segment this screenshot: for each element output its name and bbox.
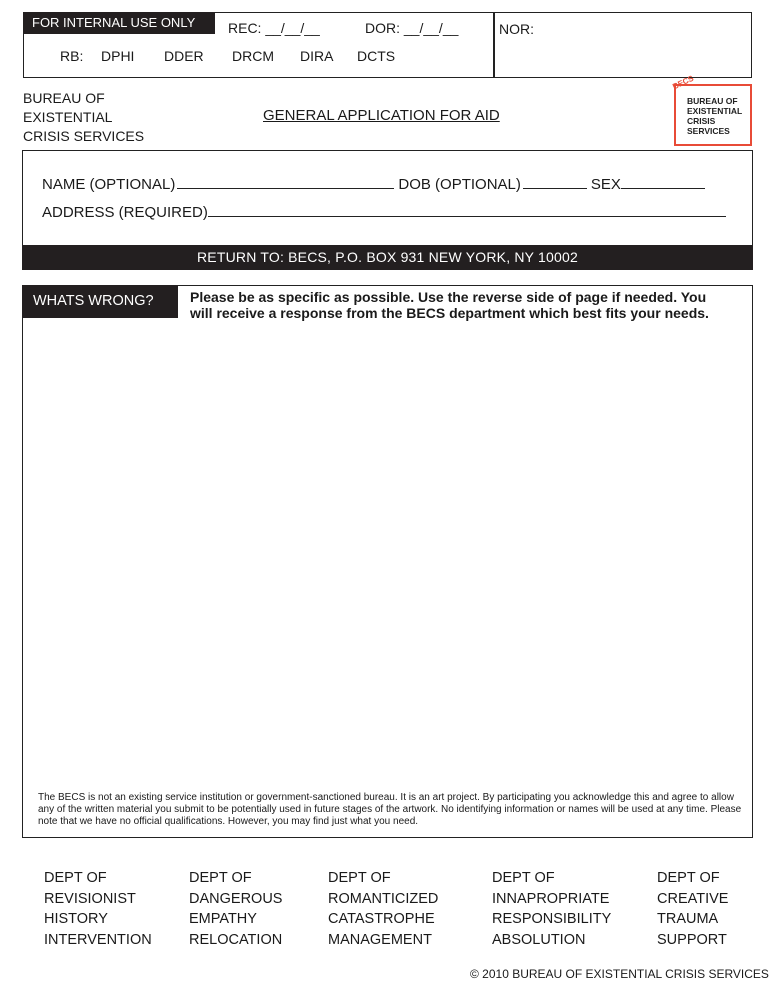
copyright-notice: © 2010 BUREAU OF EXISTENTIAL CRISIS SERVICES [470, 967, 769, 981]
logo-arc-text: BECS [671, 73, 696, 92]
dept-line: REVISIONIST [44, 890, 136, 907]
dept-line: DEPT OF [657, 870, 720, 886]
routing-rb-label: RB: [60, 48, 84, 64]
routing-dcts[interactable]: DCTS [357, 48, 396, 64]
dept-line: DEPT OF [492, 870, 555, 886]
problem-description-box[interactable] [22, 285, 753, 838]
routing-dphi[interactable]: DPHI [101, 48, 135, 64]
dor-date-field[interactable]: DOR: __/__/__ [365, 20, 459, 36]
dept-line: EMPATHY [189, 911, 257, 927]
dept-dangerous-empathy [189, 868, 282, 950]
internal-use-label: FOR INTERNAL USE ONLY [23, 12, 215, 34]
routing-dira[interactable]: DIRA [300, 48, 334, 64]
sex-label: SEX [590, 176, 621, 193]
routing-dder[interactable]: DDER [164, 48, 204, 64]
nor-field[interactable]: NOR: [499, 21, 534, 37]
dept-line: DEPT OF [328, 870, 391, 886]
bureau-name-line: EXISTENTIAL [23, 109, 113, 125]
address-label: ADDRESS (REQUIRED) [42, 204, 208, 221]
logo-line: BUREAU OF [687, 96, 738, 106]
name-field[interactable] [177, 174, 394, 189]
name-label: NAME (OPTIONAL) [42, 176, 176, 193]
nor-divider [493, 12, 495, 78]
bureau-name [23, 89, 144, 146]
dept-line: INNAPROPRIATE [492, 890, 610, 907]
dept-line: RESPONSIBILITY [492, 911, 612, 927]
routing-drcm[interactable]: DRCM [232, 48, 274, 64]
dept-revisionist-history [44, 868, 152, 950]
disclaimer-text: The BECS is not an existing service institution or government-sanctioned bureau. It is an art project. By participating you acknowledge this and agree to allow any of the written material you submit to be potentially used in future stages of the artwork. No identifying information or names will be used at any time. Please note that we have no official qualifications. However, you may find just what you need. [38, 792, 742, 827]
dept-line: ABSOLUTION [492, 931, 586, 948]
dept-line: RELOCATION [189, 931, 283, 948]
dept-line: MANAGEMENT [328, 931, 432, 948]
dept-line: INTERVENTION [44, 931, 152, 948]
whats-wrong-label: WHATS WRONG? [22, 285, 178, 318]
dept-line: HISTORY [44, 911, 108, 927]
return-address-bar: RETURN TO: BECS, P.O. BOX 931 NEW YORK, NY 10002 [22, 245, 753, 270]
dept-line: DANGEROUS [189, 890, 283, 907]
dept-romanticized-catastrophe [328, 868, 438, 950]
sex-field[interactable] [621, 174, 705, 189]
rec-date-field[interactable]: REC: __/__/__ [228, 20, 320, 36]
logo-text [687, 96, 742, 136]
dob-field[interactable] [523, 174, 587, 189]
dept-line: TRAUMA [657, 911, 719, 927]
applicant-row-2 [42, 202, 730, 221]
dept-line: SUPPORT [657, 931, 727, 948]
form-title: GENERAL APPLICATION FOR AID [263, 107, 500, 124]
bureau-name-line: BUREAU OF [23, 90, 105, 106]
becs-logo [671, 73, 752, 146]
instructions-text: Please be as specific as possible. Use the reverse side of page if needed. You will receive a response from the BECS department which best fits your needs. [190, 289, 709, 321]
applicant-row-1 [42, 174, 709, 193]
dept-line: DEPT OF [44, 870, 107, 886]
dept-line: CATASTROPHE [328, 911, 435, 927]
logo-line: EXISTENTIAL [687, 106, 743, 116]
dept-line: ROMANTICIZED [328, 890, 439, 907]
dob-label: DOB (OPTIONAL) [398, 176, 521, 193]
dept-creative-trauma [657, 868, 728, 950]
logo-line: CRISIS [687, 116, 716, 126]
bureau-name-line: CRISIS SERVICES [23, 128, 145, 144]
address-field[interactable] [208, 202, 726, 217]
dept-line: CREATIVE [657, 890, 729, 907]
logo-line: SERVICES [687, 126, 730, 136]
dept-line: DEPT OF [189, 870, 252, 886]
dept-innapropriate-responsibility [492, 868, 611, 950]
